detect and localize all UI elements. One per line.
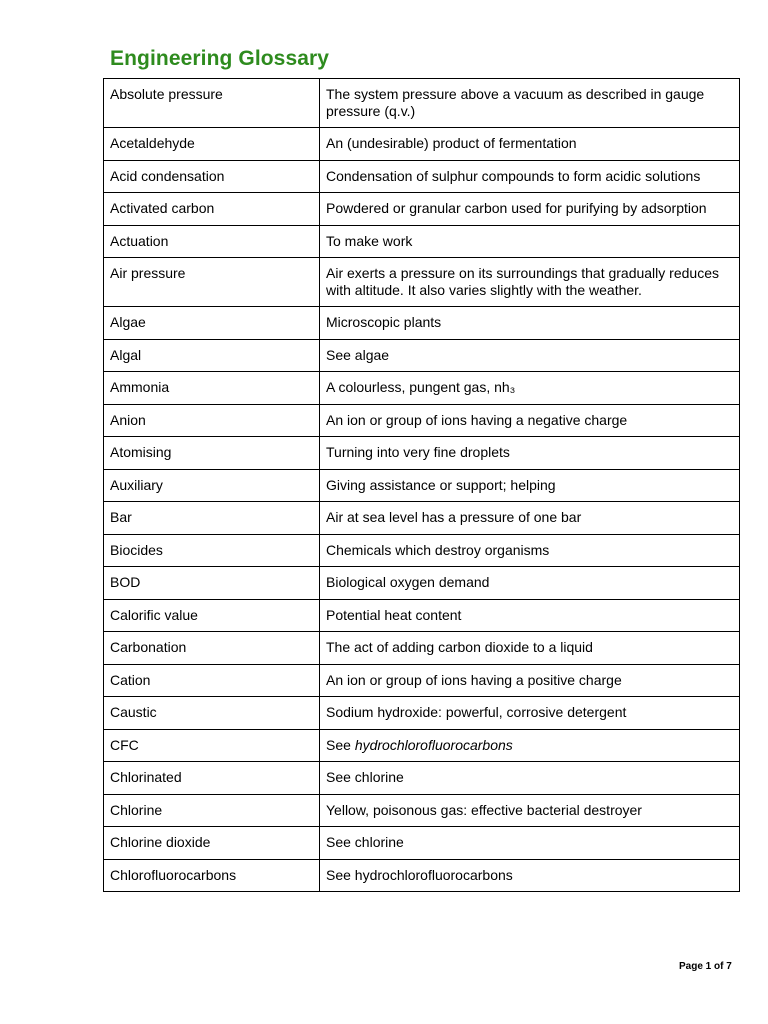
- glossary-row: [104, 534, 740, 567]
- glossary-definition: Chemicals which destroy organisms: [320, 534, 740, 567]
- glossary-term: Acid condensation: [104, 160, 320, 193]
- glossary-row: [104, 632, 740, 665]
- glossary-term: Air pressure: [104, 258, 320, 307]
- glossary-definition: Yellow, poisonous gas: effective bacterial destroyer: [320, 794, 740, 827]
- glossary-term: Carbonation: [104, 632, 320, 665]
- glossary-term: CFC: [104, 729, 320, 762]
- glossary-row: [104, 729, 740, 762]
- glossary-definition: An (undesirable) product of fermentation: [320, 128, 740, 161]
- glossary-row: [104, 469, 740, 502]
- definition-text: See: [326, 736, 351, 753]
- glossary-row: [104, 502, 740, 535]
- glossary-row: [104, 128, 740, 161]
- glossary-term: Acetaldehyde: [104, 128, 320, 161]
- glossary-term: Chlorine dioxide: [104, 827, 320, 860]
- glossary-definition: Biological oxygen demand: [320, 567, 740, 600]
- glossary-definition: Sodium hydroxide: powerful, corrosive detergent: [320, 697, 740, 730]
- glossary-term: BOD: [104, 567, 320, 600]
- glossary-row: [104, 697, 740, 730]
- glossary-row: [104, 307, 740, 340]
- glossary-term: Absolute pressure: [104, 79, 320, 128]
- glossary-term: Algal: [104, 339, 320, 372]
- glossary-row: [104, 567, 740, 600]
- glossary-definition: To make work: [320, 225, 740, 258]
- glossary-definition: See hydrochlorofluorocarbons: [320, 859, 740, 892]
- glossary-row: [104, 160, 740, 193]
- glossary-definition: Air exerts a pressure on its surroundings that gradually reduces with altitude. It also varies slightly with the weather.: [320, 258, 740, 307]
- document-title: Engineering Glossary: [110, 47, 330, 70]
- glossary-definition: See chlorine: [320, 762, 740, 795]
- glossary-table-body: [104, 79, 740, 892]
- glossary-definition: See algae: [320, 339, 740, 372]
- glossary-row: [104, 827, 740, 860]
- glossary-definition: See chlorine: [320, 827, 740, 860]
- glossary-term: Anion: [104, 404, 320, 437]
- glossary-term: Chlorofluorocarbons: [104, 859, 320, 892]
- glossary-definition: Condensation of sulphur compounds to form acidic solutions: [320, 160, 740, 193]
- glossary-definition: Giving assistance or support; helping: [320, 469, 740, 502]
- glossary-row: [104, 762, 740, 795]
- glossary-term: Cation: [104, 664, 320, 697]
- glossary-row: [104, 372, 740, 405]
- glossary-definition: [320, 729, 740, 762]
- glossary-definition: Turning into very fine droplets: [320, 437, 740, 470]
- glossary-row: [104, 193, 740, 226]
- glossary-row: [104, 599, 740, 632]
- glossary-term: Chlorine: [104, 794, 320, 827]
- glossary-term: Activated carbon: [104, 193, 320, 226]
- glossary-term: Actuation: [104, 225, 320, 258]
- glossary-row: [104, 225, 740, 258]
- glossary-table: [103, 78, 740, 892]
- glossary-definition: An ion or group of ions having a positive charge: [320, 664, 740, 697]
- glossary-definition: Powdered or granular carbon used for purifying by adsorption: [320, 193, 740, 226]
- glossary-term: Biocides: [104, 534, 320, 567]
- glossary-term: Calorific value: [104, 599, 320, 632]
- glossary-term: Caustic: [104, 697, 320, 730]
- glossary-term: Auxiliary: [104, 469, 320, 502]
- glossary-row: [104, 339, 740, 372]
- glossary-row: [104, 404, 740, 437]
- glossary-definition: The act of adding carbon dioxide to a liquid: [320, 632, 740, 665]
- glossary-definition: The system pressure above a vacuum as described in gauge pressure (q.v.): [320, 79, 740, 128]
- glossary-row: [104, 794, 740, 827]
- page-number: Page 1 of 7: [679, 961, 732, 972]
- glossary-row: [104, 437, 740, 470]
- glossary-term: Atomising: [104, 437, 320, 470]
- glossary-term: Bar: [104, 502, 320, 535]
- definition-italic-text: hydrochlorofluorocarbons: [354, 736, 513, 753]
- glossary-definition: A colourless, pungent gas, nh₃: [320, 372, 740, 405]
- glossary-term: Algae: [104, 307, 320, 340]
- glossary-definition: An ion or group of ions having a negative charge: [320, 404, 740, 437]
- glossary-definition: Potential heat content: [320, 599, 740, 632]
- glossary-row: [104, 859, 740, 892]
- glossary-row: [104, 258, 740, 307]
- glossary-definition: Air at sea level has a pressure of one bar: [320, 502, 740, 535]
- glossary-row: [104, 79, 740, 128]
- glossary-term: Ammonia: [104, 372, 320, 405]
- glossary-row: [104, 664, 740, 697]
- glossary-definition: Microscopic plants: [320, 307, 740, 340]
- glossary-term: Chlorinated: [104, 762, 320, 795]
